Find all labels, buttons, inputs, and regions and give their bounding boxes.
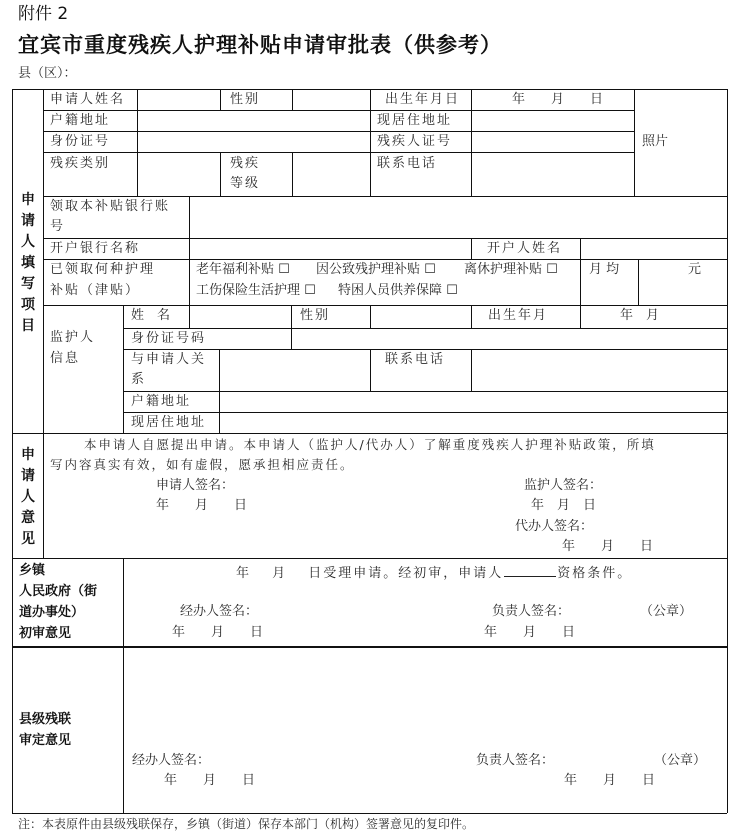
phone-label: 联系电话 (377, 156, 438, 171)
township-responsible-date: 年 月 日 (484, 625, 576, 640)
gender-field[interactable] (294, 91, 369, 109)
guardian-signature-label: 监护人签名： (524, 478, 603, 493)
border-bottom (12, 813, 727, 814)
household-address-label: 户籍地址 (50, 113, 111, 128)
bank-account-label: 领取本补贴银行账 (50, 199, 171, 214)
phone-field[interactable] (473, 154, 633, 194)
divider (43, 305, 727, 306)
agent-signature-label: 代办人签名： (515, 519, 594, 534)
bank-account-field[interactable] (191, 198, 726, 236)
birth-label: 出生年月日 (385, 92, 461, 107)
divider (189, 305, 190, 328)
township-responsible-signature: 负责人签名： (492, 604, 571, 619)
subsidy-option[interactable] (464, 262, 558, 278)
divider (370, 349, 371, 391)
divider (123, 349, 727, 350)
id-number-field[interactable] (139, 133, 369, 151)
divider (123, 558, 124, 813)
received-subsidy-label: 补贴（津贴） (50, 283, 141, 298)
guardian-current-address-label: 现居住地址 (131, 415, 207, 430)
checkbox[interactable]: ☐ (278, 262, 290, 277)
divider (291, 305, 292, 349)
account-holder-field[interactable] (582, 240, 726, 258)
county-responsible-date: 年 月 日 (564, 773, 656, 788)
disability-level-field[interactable] (294, 154, 369, 194)
subsidy-option-label: 老年福利补贴 (196, 262, 275, 277)
section-label-opinion: 申请人意见 (21, 447, 35, 547)
guardian-label: 信息 (50, 351, 81, 366)
agent-signature-date: 年 月 日 (562, 539, 654, 554)
disability-cert-field[interactable] (473, 133, 633, 151)
divider (43, 131, 634, 132)
household-address-field[interactable] (139, 112, 369, 130)
footer-note: 注：本表原件由县级残联保存，乡镇（街道）保存本部门（机构）签署意见的复印件。 (18, 817, 475, 831)
divider (471, 238, 472, 259)
guardian-household-address-field[interactable] (221, 393, 726, 411)
guardian-birth-label: 出生年月 (488, 308, 549, 323)
guardian-gender-label: 性别 (300, 308, 331, 323)
divider (43, 110, 634, 111)
checkbox[interactable]: ☐ (424, 262, 436, 277)
attachment-label: 附件 2 (18, 4, 69, 24)
guardian-id-field[interactable] (293, 330, 726, 348)
received-subsidy-label: 已领取何种护理 (50, 262, 156, 277)
county-responsible-signature: 负责人签名： (476, 753, 555, 768)
name-label: 申请人姓名 (50, 92, 126, 107)
acceptance-suffix: 资格条件。 (557, 566, 633, 581)
section-label-township: 人民政府（街 (19, 584, 98, 599)
divider (123, 328, 727, 329)
divider (292, 152, 293, 196)
divider (43, 238, 727, 239)
disability-type-label: 残疾类别 (50, 156, 111, 171)
divider (12, 433, 727, 434)
township-handler-signature: 经办人签名： (180, 604, 259, 619)
divider (219, 349, 220, 433)
divider (43, 259, 727, 260)
bank-account-label: 号 (50, 219, 66, 234)
divider (580, 305, 581, 328)
subsidy-option[interactable] (196, 262, 290, 278)
checkbox[interactable]: ☐ (446, 283, 458, 298)
guardian-phone-label: 联系电话 (385, 352, 446, 367)
township-handler-date: 年 月 日 (172, 625, 264, 640)
subsidy-option-label: 工伤保险生活护理 (196, 283, 301, 298)
photo-placeholder: 照片 (642, 134, 669, 149)
divider (471, 89, 472, 196)
qualification-blank[interactable] (504, 564, 556, 577)
acceptance-prefix: 年 月 日受理申请。经初审，申请人 (236, 566, 504, 581)
page-title: 宜宾市重度残疾人护理补贴申请审批表（供参考） (18, 33, 502, 57)
county-label: 县（区）： (18, 66, 77, 81)
county-handler-date: 年 月 日 (164, 773, 256, 788)
divider (580, 238, 581, 305)
acceptance-text (236, 564, 632, 582)
disability-level-label: 残疾 (230, 156, 261, 171)
divider (12, 646, 727, 648)
guardian-name-label: 姓 名 (131, 308, 171, 323)
guardian-phone-field[interactable] (473, 351, 726, 389)
applicant-signature-date: 年 月 日 (156, 498, 248, 513)
section-label-township: 道办事处） (19, 605, 85, 620)
subsidy-option[interactable] (196, 283, 316, 299)
name-field[interactable] (139, 91, 219, 109)
disability-cert-label: 残疾人证号 (377, 134, 453, 149)
county-seal: （公章） (654, 753, 707, 768)
divider (638, 259, 639, 305)
divider (123, 305, 124, 433)
divider (12, 558, 727, 559)
guardian-birth-field[interactable]: 年 月 (620, 308, 660, 323)
statement-text: 写内容真实有效，如有虚假，愿承担相应责任。 (50, 457, 355, 472)
township-seal: （公章） (640, 604, 693, 619)
divider (634, 89, 635, 196)
monthly-unit: 元 (688, 262, 702, 277)
divider (123, 391, 727, 392)
bank-name-field[interactable] (191, 240, 469, 258)
section-label-applicant: 申请人填写项目 (21, 192, 35, 334)
divider (370, 305, 371, 328)
disability-level-label: 等级 (230, 176, 261, 191)
checkbox[interactable]: ☐ (546, 262, 558, 277)
subsidy-option-label: 离休护理补贴 (464, 262, 543, 277)
divider (43, 89, 44, 558)
guardian-label: 监护人 (50, 330, 96, 345)
birth-field[interactable]: 年 月 日 (512, 92, 604, 107)
guardian-signature-date: 年 月 日 (531, 498, 597, 513)
guardian-gender-field[interactable] (372, 307, 470, 327)
divider (220, 89, 221, 110)
guardian-relation-label: 与申请人关 (131, 352, 207, 367)
gender-label: 性别 (230, 92, 261, 107)
divider (43, 196, 727, 197)
checkbox[interactable]: ☐ (304, 283, 316, 298)
applicant-signature-label: 申请人签名： (156, 478, 235, 493)
id-number-label: 身份证号 (50, 134, 111, 149)
section-label-county: 县级残联 (19, 712, 72, 727)
account-holder-label: 开户人姓名 (487, 241, 563, 256)
bank-name-label: 开户银行名称 (50, 241, 141, 256)
county-handler-signature: 经办人签名： (132, 753, 211, 768)
divider (370, 89, 371, 196)
guardian-relation-label: 系 (131, 372, 147, 387)
subsidy-option[interactable] (316, 262, 436, 278)
divider (43, 152, 634, 153)
disability-type-field[interactable] (139, 154, 219, 194)
divider (471, 305, 472, 328)
statement-text: 本申请人自愿提出申请。本申请人（监护人/代办人）了解重度残疾人护理补贴政策，所填 (84, 437, 656, 452)
current-address-label: 现居住地址 (377, 113, 453, 128)
section-label-township: 初审意见 (19, 626, 72, 641)
guardian-household-address-label: 户籍地址 (131, 394, 192, 409)
current-address-field[interactable] (473, 112, 633, 130)
subsidy-option[interactable] (338, 283, 458, 299)
border-left (12, 89, 13, 813)
guardian-relation-field[interactable] (221, 351, 369, 389)
section-label-township: 乡镇 (19, 563, 46, 578)
divider (137, 89, 138, 196)
border-right (727, 89, 728, 813)
divider (220, 152, 221, 196)
divider (292, 89, 293, 110)
divider (189, 196, 190, 305)
section-label-county: 审定意见 (19, 733, 72, 748)
subsidy-option-label: 因公致残护理补贴 (316, 262, 421, 277)
divider (471, 349, 472, 391)
divider (123, 412, 727, 413)
guardian-current-address-field[interactable] (221, 414, 726, 432)
guardian-id-label: 身份证号码 (131, 331, 207, 346)
guardian-name-field[interactable] (191, 307, 290, 327)
monthly-label: 月 均 (589, 262, 620, 277)
monthly-amount-field[interactable] (640, 261, 726, 303)
subsidy-option-label: 特困人员供养保障 (338, 283, 443, 298)
